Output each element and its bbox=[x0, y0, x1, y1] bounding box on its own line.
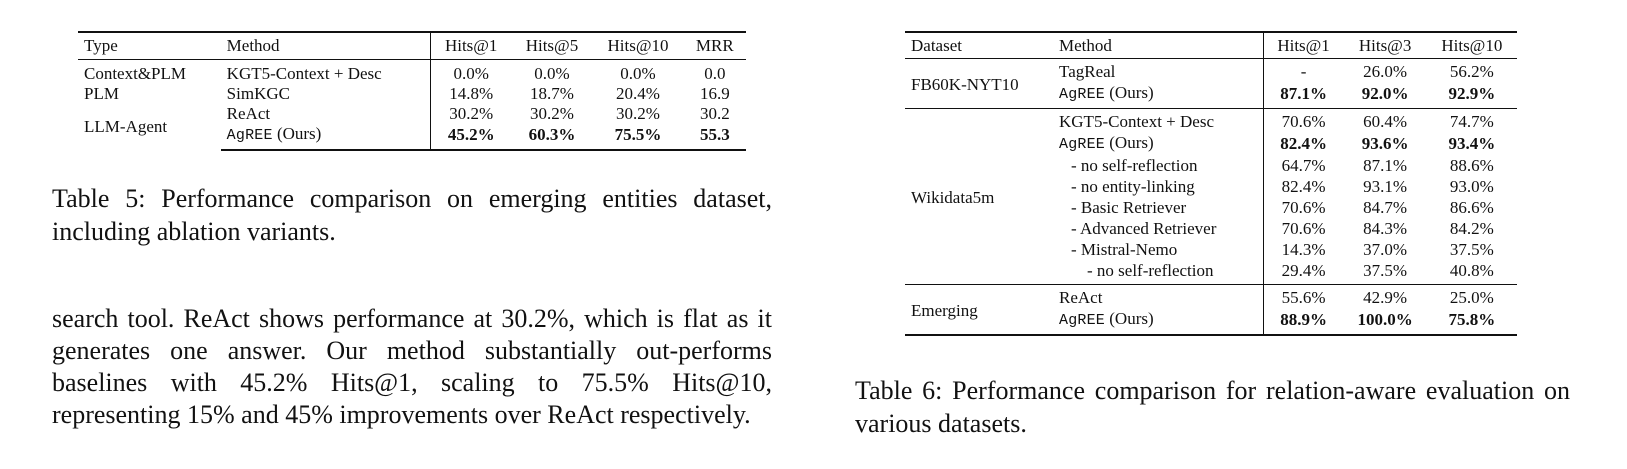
cell-value-bold: 100.0% bbox=[1344, 308, 1427, 335]
method-suffix: (Ours) bbox=[1105, 133, 1154, 152]
cell-value: 88.6% bbox=[1449, 156, 1494, 175]
table-5-grid bbox=[78, 31, 746, 151]
method-suffix: (Ours) bbox=[1105, 83, 1154, 102]
cell-value: 84.2% bbox=[1449, 219, 1494, 238]
table-row bbox=[78, 60, 746, 85]
row-method bbox=[1053, 132, 1263, 155]
cell-value: 84.3% bbox=[1363, 219, 1408, 238]
cell-value: 29.4% bbox=[1263, 260, 1343, 285]
row-method bbox=[1053, 308, 1263, 335]
body-paragraph: search tool. ReAct shows performance at 30.2%, which is flat as it generates one answer. Our method substantially out-performs baselines with 45.2% Hits@1, scaling to 75.5% Hits@10, representing 15% and 45% improvements over ReAct respectively. bbox=[52, 304, 772, 429]
cell-value: 0.0% bbox=[620, 64, 656, 83]
table-row bbox=[905, 59, 1517, 83]
cell-value-bold: 92.9% bbox=[1448, 84, 1496, 103]
header-hits10: Hits@10 bbox=[1427, 32, 1517, 59]
header-hits1: Hits@1 bbox=[1263, 32, 1343, 59]
header-method: Method bbox=[1053, 32, 1263, 59]
cell-value: 30.2% bbox=[616, 104, 660, 123]
cell-value: 93.1% bbox=[1363, 177, 1408, 196]
cell-value: 60.4% bbox=[1344, 109, 1427, 133]
row-method: TagReal bbox=[1053, 59, 1263, 83]
row-method: - no entity-linking bbox=[1071, 177, 1195, 196]
row-method bbox=[221, 124, 431, 150]
cell-value-bold: 87.1% bbox=[1263, 82, 1343, 109]
row-method: KGT5-Context + Desc bbox=[226, 64, 382, 83]
header-type: Type bbox=[78, 32, 221, 60]
cell-value: 16.9 bbox=[699, 84, 730, 103]
table-6-grid bbox=[905, 31, 1517, 336]
cell-value-bold: 92.0% bbox=[1361, 84, 1409, 103]
header-hits1: Hits@1 bbox=[430, 32, 511, 60]
cell-value: 26.0% bbox=[1344, 59, 1427, 83]
cell-value: 0.0% bbox=[534, 64, 570, 83]
header-method: Method bbox=[221, 32, 431, 60]
cell-value-bold: 93.4% bbox=[1448, 134, 1496, 153]
method-suffix: (Ours) bbox=[1105, 309, 1154, 328]
cell-value: 14.8% bbox=[430, 84, 511, 104]
cell-value: 70.6% bbox=[1263, 197, 1343, 218]
row-method: SimKGC bbox=[226, 84, 290, 103]
cell-value: 82.4% bbox=[1263, 176, 1343, 197]
header-hits10: Hits@10 bbox=[592, 32, 683, 60]
cell-value-bold: 82.4% bbox=[1263, 132, 1343, 155]
cell-value: 74.7% bbox=[1427, 109, 1517, 133]
table-5-caption: Table 5: Performance comparison on emerging entities dataset, including ablation variants. bbox=[52, 184, 772, 246]
row-method: KGT5-Context + Desc bbox=[1053, 109, 1263, 133]
cell-value: 40.8% bbox=[1449, 261, 1494, 280]
cell-value: 56.2% bbox=[1427, 59, 1517, 83]
header-dataset: Dataset bbox=[905, 32, 1053, 59]
cell-value: 42.9% bbox=[1344, 285, 1427, 309]
table-row bbox=[78, 84, 746, 104]
cell-value: 14.3% bbox=[1263, 239, 1343, 260]
header-hits5: Hits@5 bbox=[512, 32, 593, 60]
table-header-row bbox=[78, 32, 746, 60]
cell-value-bold: 55.3 bbox=[684, 124, 746, 150]
row-dataset: Wikidata5m bbox=[905, 109, 1053, 285]
cell-value: 30.2% bbox=[430, 104, 511, 124]
cell-value: 87.1% bbox=[1363, 156, 1408, 175]
cell-value-bold: 88.9% bbox=[1263, 308, 1343, 335]
table-row bbox=[905, 285, 1517, 309]
row-method bbox=[1053, 82, 1263, 109]
cell-value: 37.0% bbox=[1363, 240, 1408, 259]
cell-value: 0.0% bbox=[430, 60, 511, 85]
cell-value: 84.7% bbox=[1363, 198, 1408, 217]
cell-value: 70.6% bbox=[1263, 218, 1343, 239]
cell-value: 18.7% bbox=[530, 84, 574, 103]
cell-value: 37.5% bbox=[1363, 261, 1408, 280]
method-name-mono: AgREE bbox=[1059, 136, 1106, 153]
cell-value-bold: 75.5% bbox=[592, 124, 683, 150]
cell-value: 25.0% bbox=[1427, 285, 1517, 309]
cell-value: 64.7% bbox=[1263, 155, 1343, 176]
table-header-row bbox=[905, 32, 1517, 59]
method-name-mono: AgREE bbox=[1059, 312, 1106, 329]
cell-value: - bbox=[1263, 59, 1343, 83]
row-method: - no self-reflection bbox=[1087, 261, 1214, 280]
row-type: PLM bbox=[84, 84, 119, 103]
method-suffix: (Ours) bbox=[272, 124, 322, 143]
cell-value: 55.6% bbox=[1263, 285, 1343, 309]
cell-value: 86.6% bbox=[1449, 198, 1494, 217]
table-6 bbox=[905, 31, 1517, 336]
row-method: ReAct bbox=[1053, 285, 1263, 309]
header-mrr: MRR bbox=[684, 32, 746, 60]
table-6-caption: Table 6: Performance comparison for relation-aware evaluation on various datasets. bbox=[855, 376, 1570, 438]
row-dataset: Emerging bbox=[905, 285, 1053, 336]
cell-value: 93.0% bbox=[1449, 177, 1494, 196]
header-hits3: Hits@3 bbox=[1344, 32, 1427, 59]
cell-value-bold: 93.6% bbox=[1361, 134, 1409, 153]
cell-value: 30.2 bbox=[699, 104, 730, 123]
table-row bbox=[78, 104, 746, 124]
cell-value: 30.2% bbox=[530, 104, 574, 123]
row-dataset: FB60K-NYT10 bbox=[905, 59, 1053, 109]
row-method: - Mistral-Nemo bbox=[1071, 240, 1178, 259]
cell-value: 0.0 bbox=[704, 64, 726, 83]
cell-value-bold: 60.3% bbox=[512, 124, 593, 150]
cell-value: 70.6% bbox=[1263, 109, 1343, 133]
row-type: LLM-Agent bbox=[84, 117, 168, 136]
row-method: - no self-reflection bbox=[1071, 156, 1198, 175]
cell-value-bold: 45.2% bbox=[430, 124, 511, 150]
table-5 bbox=[78, 31, 746, 151]
row-method: - Basic Retriever bbox=[1071, 198, 1187, 217]
cell-value: 20.4% bbox=[616, 84, 660, 103]
cell-value-bold: 75.8% bbox=[1427, 308, 1517, 335]
row-method: ReAct bbox=[226, 104, 271, 123]
method-name-mono: AgREE bbox=[1059, 86, 1106, 103]
method-name-mono: AgREE bbox=[226, 127, 273, 144]
cell-value: 37.5% bbox=[1449, 240, 1494, 259]
table-row bbox=[905, 109, 1517, 133]
row-type: Context&PLM bbox=[84, 64, 187, 83]
row-method: - Advanced Retriever bbox=[1071, 219, 1217, 238]
